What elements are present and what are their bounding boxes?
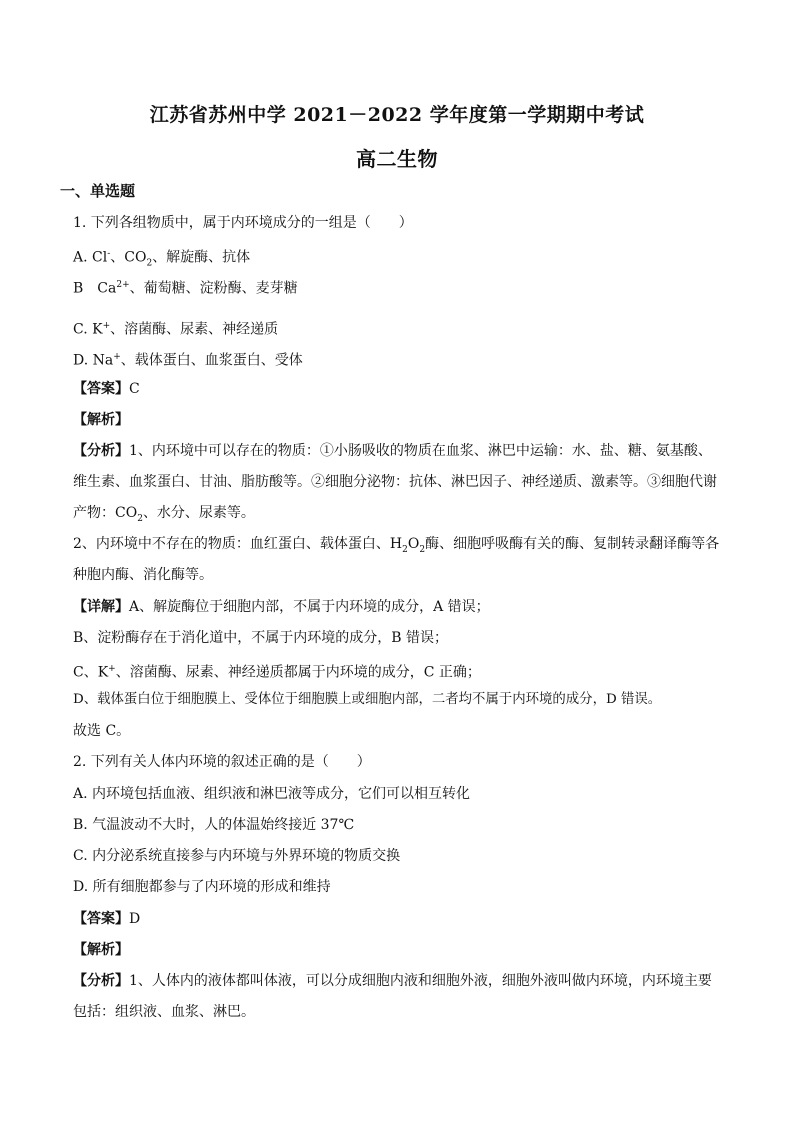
q1-fenxi-line-1: 【分析】1、内环境中可以存在的物质：①小肠吸收的物质在血浆、淋巴中运输：水、盐、糖、氨基酸、 <box>73 443 712 459</box>
q2-option-c: C. 内分泌系统直接参与内环境与外界环境的物质交换 <box>73 848 401 864</box>
section-heading: 一、单选题 <box>60 182 136 200</box>
q1-option-c: C. K+、溶菌酶、尿素、神经递质 <box>73 321 279 338</box>
exam-title: 江苏省苏州中学 2021－2022 学年度第一学期期中考试 <box>149 104 645 126</box>
q1-option-a: A. Cl-、$CO_2$、解旋酶、抗体 <box>73 249 251 269</box>
q1-detail-c: C、K+、溶菌酶、尿素、神经递质都属于内环境的成分，C 正确； <box>73 664 481 681</box>
q2-fenxi-line-1: 【分析】1、人体内的液体都叫体液，可以分成细胞内液和细胞外液，细胞外液叫做内环境，内环境主要 <box>73 973 712 989</box>
q1-detail-a: 【详解】A、解旋酶位于细胞内部，不属于内环境的成分，A 错误； <box>73 599 490 615</box>
q2-stem: 2. 下列有关人体内环境的叙述正确的是（ ） <box>73 754 371 770</box>
subject-title: 高二生物 <box>356 147 438 171</box>
q1-fenxi-line-4: 2、内环境中不存在的物质：血红蛋白、载体蛋白、$H_2O_2$酶、细胞呼吸酶有关的酶、复制转录翻译酶等各 <box>73 536 720 555</box>
q2-answer: 【答案】D <box>73 911 141 927</box>
q2-option-d: D. 所有细胞都参与了内环境的形成和维持 <box>73 879 331 895</box>
q1-fenxi-line-5: 种胞内酶、消化酶等。 <box>73 567 213 583</box>
q1-option-b: B $Ca^{2+}$、葡萄糖、淀粉酶、麦芽糖 <box>73 280 298 297</box>
q1-fenxi-line-2: 维生素、血浆蛋白、甘油、脂肪酸等。②细胞分泌物：抗体、淋巴因子、神经递质、激素等。③细胞代谢 <box>73 474 717 490</box>
q1-answer: 【答案】C <box>73 381 140 397</box>
q2-fenxi-line-2: 包括：组织液、血浆、淋巴。 <box>73 1004 255 1020</box>
q2-option-b: B. 气温波动不大时，人的体温始终接近 37℃ <box>73 817 355 833</box>
q2-option-a: A. 内环境包括血液、组织液和淋巴液等成分，它们可以相互转化 <box>73 786 471 802</box>
q1-detail-b: B、淀粉酶存在于消化道中，不属于内环境的成分，B 错误； <box>73 630 449 646</box>
q1-detail-d: D、载体蛋白位于细胞膜上、受体位于细胞膜上或细胞内部，二者均不属于内环境的成分，D 错误。 <box>73 692 662 707</box>
q1-stem: 1. 下列各组物质中，属于内环境成分的一组是（ ） <box>73 215 413 231</box>
q1-analysis-label: 【解析】 <box>73 412 129 428</box>
q1-option-d: D. Na+、载体蛋白、血浆蛋白、受体 <box>73 352 303 369</box>
q1-fenxi-line-3: 产物：$CO_2$、水分、尿素等。 <box>73 505 255 524</box>
q2-analysis-label: 【解析】 <box>73 942 129 958</box>
q1-conclusion: 故选 C。 <box>73 723 131 739</box>
